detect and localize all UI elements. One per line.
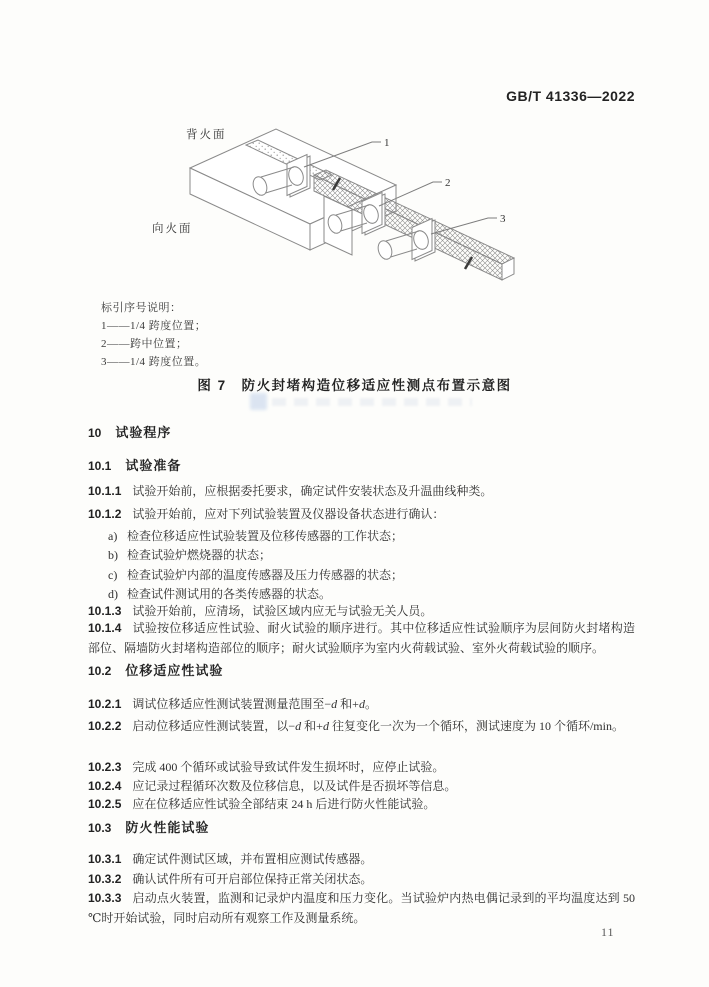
section-heading-10 xyxy=(88,425,635,441)
clause-number: 10.2.4 xyxy=(88,779,122,793)
clause-10-3-3 xyxy=(88,888,635,928)
back-face-label: 背火面 xyxy=(186,129,227,141)
clause-text: 试验按位移适应性试验、耐火试验的顺序进行。其中位移适应性试验顺序为层间防火封堵构造部位、隔墙防火封堵构造部位的顺序；耐火试验顺序为室内火荷载试验、室外火荷载试验的顺序。 xyxy=(88,621,635,655)
clause-number: 10.2.2 xyxy=(88,719,122,733)
variable-d: d xyxy=(322,719,329,733)
list-text: 检查位移适应性试验装置及位移传感器的工作状态； xyxy=(127,529,404,543)
clause-10-2-1 xyxy=(88,694,635,714)
callout-3: 3 xyxy=(500,213,506,225)
list-marker: a) xyxy=(108,529,118,543)
clause-number: 10.3.2 xyxy=(88,872,122,886)
list-text: 检查试件测试用的各类传感器的状态。 xyxy=(127,586,332,601)
section-heading-10-3 xyxy=(88,820,635,836)
legend-item: 3——1/4 跨度位置。 xyxy=(101,356,207,368)
watermark-streak xyxy=(272,398,472,406)
clause-text: 和+ xyxy=(301,719,323,733)
page-number: 11 xyxy=(601,925,615,939)
clause-title: 试验程序 xyxy=(115,425,172,440)
variable-d: d xyxy=(295,719,302,733)
clause-number: 10.1.3 xyxy=(88,604,122,618)
clause-number: 10 xyxy=(88,426,102,440)
check-list xyxy=(88,527,635,604)
clause-number: 10.2 xyxy=(88,664,112,678)
clause-text: 和+ xyxy=(337,697,359,711)
clause-text: 调试位移适应性测试装置测量范围至− xyxy=(132,697,332,711)
clause-text: 试验开始前，应对下列试验装置及仪器设备状态进行确认： xyxy=(132,507,445,521)
watermark-smudge xyxy=(250,393,267,410)
clause-number: 10.1 xyxy=(88,459,112,473)
clause-number: 10.1.4 xyxy=(88,621,122,635)
variable-d: d xyxy=(331,697,338,711)
callout-1: 1 xyxy=(384,137,390,149)
clause-text: 完成 400 个循环或试验导致试件发生损坏时，应停止试验。 xyxy=(132,760,445,774)
clause-10-2-5 xyxy=(88,794,635,814)
fire-face-label: 向火面 xyxy=(152,223,193,235)
clause-10-1-4 xyxy=(88,618,635,658)
clause-text: 确认试件所有可开启部位保持正常关闭状态。 xyxy=(132,872,373,886)
clause-10-2-2 xyxy=(88,716,635,736)
list-item-a xyxy=(88,527,635,546)
clause-text: 往复变化一次为一个循环，测试速度为 10 个循环/min。 xyxy=(328,719,624,733)
list-marker: c) xyxy=(108,567,118,582)
clause-10-2-4 xyxy=(88,776,635,796)
clause-text: 应记录过程循环次数及位移信息，以及试件是否损坏等信息。 xyxy=(132,779,457,793)
clause-number: 10.2.3 xyxy=(88,760,122,774)
figure-7-diagram xyxy=(150,118,570,303)
legend-title: 标引序号说明： xyxy=(101,302,182,314)
variable-d: d xyxy=(358,697,365,711)
clause-number: 10.1.2 xyxy=(88,507,122,521)
clause-text: 启动点火装置，监测和记录炉内温度和压力变化。当试验炉内热电偶记录到的平均温度达到 50 ℃时开始试验，同时启动所有观察工作及测量系统。 xyxy=(88,891,635,925)
clause-number: 10.3 xyxy=(88,821,112,835)
callout-2: 2 xyxy=(445,177,451,189)
list-item-c xyxy=(88,566,635,585)
legend-item: 2——跨中位置； xyxy=(101,338,188,350)
clause-text: 试验开始前，应根据委托要求，确定试件安装状态及升温曲线种类。 xyxy=(132,484,493,498)
clause-10-3-2 xyxy=(88,869,635,889)
list-marker: d) xyxy=(108,586,118,601)
clause-text: 启动位移适应性测试装置，以− xyxy=(132,719,296,733)
list-text: 检查试验炉内部的温度传感器及压力传感器的状态； xyxy=(127,567,404,582)
clause-text: 应在位移适应性试验全部结束 24 h 后进行防火性能试验。 xyxy=(132,797,436,811)
clause-title: 位移适应性试验 xyxy=(125,663,224,678)
clause-number: 10.2.1 xyxy=(88,697,122,711)
clause-10-1-2 xyxy=(88,504,635,524)
clause-text: 试验开始前，应清场，试验区域内应无与试验无关人员。 xyxy=(132,604,433,618)
list-text: 检查试验炉燃烧器的状态； xyxy=(127,548,272,563)
clause-number: 10.1.1 xyxy=(88,484,122,498)
clause-title: 试验准备 xyxy=(125,458,182,473)
clause-number: 10.3.1 xyxy=(88,852,122,866)
clause-text: 确定试件测试区域，并布置相应测试传感器。 xyxy=(132,852,373,866)
clause-number: 10.2.5 xyxy=(88,797,122,811)
list-marker: b) xyxy=(108,548,118,563)
clause-10-3-1 xyxy=(88,849,635,869)
section-heading-10-1 xyxy=(88,458,635,474)
standard-code: GB/T 41336—2022 xyxy=(506,88,635,104)
list-item-b xyxy=(88,546,635,565)
clause-text: 。 xyxy=(364,697,377,711)
figure-legend xyxy=(101,299,206,371)
clause-number: 10.3.3 xyxy=(88,891,122,905)
clause-10-1-1 xyxy=(88,481,635,501)
section-heading-10-2 xyxy=(88,663,635,679)
clause-title: 防火性能试验 xyxy=(125,820,210,835)
legend-item: 1——1/4 跨度位置； xyxy=(101,320,207,332)
figure-caption: 图 7 防火封堵构造位移适应性测点布置示意图 xyxy=(197,378,512,393)
clause-10-2-3 xyxy=(88,757,635,777)
